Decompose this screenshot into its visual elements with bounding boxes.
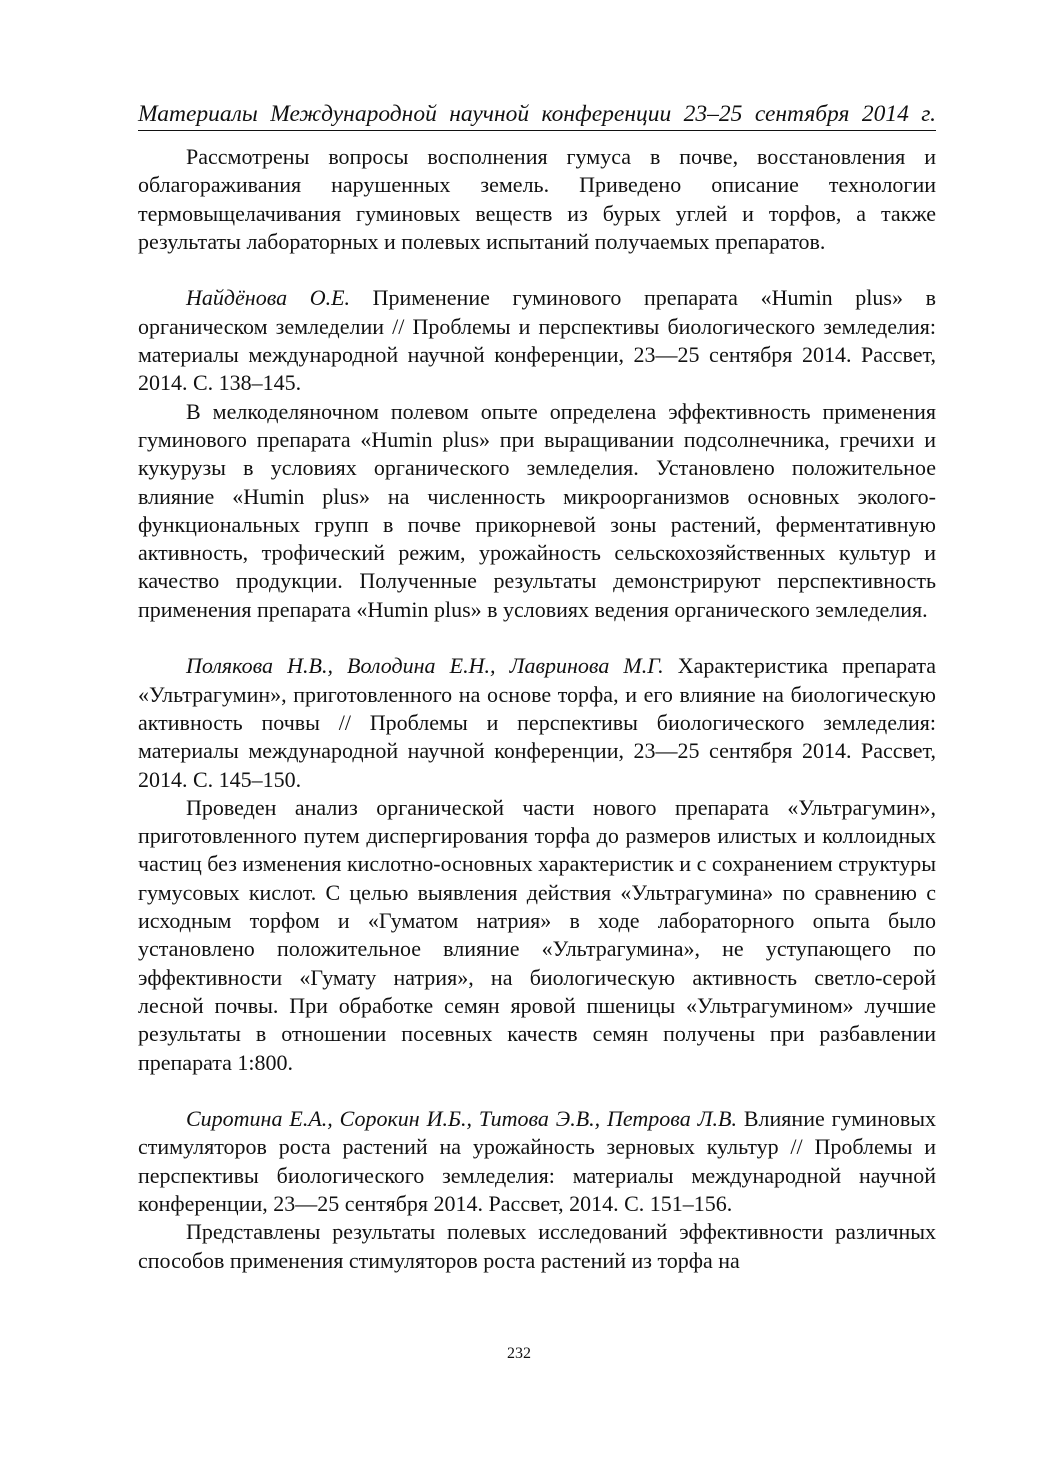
abstract-paragraph-1: Рассмотрены вопросы восполнения гумуса в почве, восстановления и облагораживания нарушенных земель. Приведено описание технологии термовыщелачивания гуминовых веществ из бурых углей и торфов, а также результаты лабораторных и полевых испытаний получаемых препаратов. — [138, 144, 936, 254]
reference-authors: Найдёнова О.Е. — [186, 285, 351, 311]
reference-text: Применение гуминового препарата «Humin plus» в органическом земледелии // Проблемы и перспективы биологического земледелия: материалы международной научной конференции, 23—25 сентября 2014. Рассвет, 2014. С. 138–145. — [138, 285, 936, 396]
reference-authors: Сиротина Е.А., Сорокин И.Б., Титова Э.В., Петрова Л.В. — [186, 1106, 737, 1132]
abstract-paragraph-4: Представлены результаты полевых исследований эффективности различных способов применения стимуляторов роста растений из торфа на — [138, 1219, 936, 1273]
page-body — [138, 143, 936, 1275]
reference-entry-sirotina — [138, 1105, 936, 1218]
reference-entry-naydenova — [138, 284, 936, 397]
running-header: Материалы Международной научной конференции 23–25 сентября 2014 г. — [138, 101, 936, 127]
page-number: 232 — [507, 1345, 531, 1362]
reference-authors: Полякова Н.В., Володина Е.Н., Лавринова М.Г. — [186, 653, 664, 679]
abstract-paragraph-3: Проведен анализ органической части нового препарата «Ультрагумин», приготовленного путем диспергирования торфа до размеров илистых и коллоидных частиц без изменения кислотно-основных характеристик и с сохранением структуры гумусовых кислот. С целью выявления действия «Ультрагумина» по сравнению с исходным торфом и «Гуматом натрия» в ходе лабораторного опыта было установлено положительное влияние «Ультрагумина», не уступающего по эффективности «Гумату натрия», на биологическую активность светло-серой лесной почвы. При обработке семян яровой пшеницы «Ультрагумином» лучшие результаты в отношении посевных качеств семян получены при разбавлении препарата 1:800. — [138, 794, 936, 1075]
header-divider — [138, 130, 936, 131]
abstract-paragraph-2: В мелкоделяночном полевом опыте определена эффективность применения гуминового препарата «Humin plus» при выращивании подсолнечника, гречихи и кукурузы в условиях органического земледелия. Установлено положительное влияние «Humin plus» на численность микроорганизмов основных эколого-функциональных групп в почве прикорневой зоны растений, ферментативную активность, трофический режим, урожайность сельскохозяйственных культур и качество продукции. Полученные результаты демонстрируют перспективность применения препарата «Humin plus» в условиях ведения органического земледелия. — [138, 398, 936, 622]
reference-text: Влияние гуминовых стимуляторов роста растений на урожайность зерновых культур // Проблемы и перспективы биологического земледелия: материалы международной научной конференции, 23—25 сентября 2014. Рассвет, 2014. С. 151–156. — [138, 1106, 937, 1216]
reference-text: Характеристика препарата «Ультрагумин», приготовленного на основе торфа, и его влияние на биологическую активность почвы // Проблемы и перспективы биологического земледелия: материалы международной научной конференции, 23—25 сентября 2014. Рассвет, 2014. С. 145–150. — [138, 653, 936, 792]
reference-entry-polyakova — [138, 652, 936, 793]
